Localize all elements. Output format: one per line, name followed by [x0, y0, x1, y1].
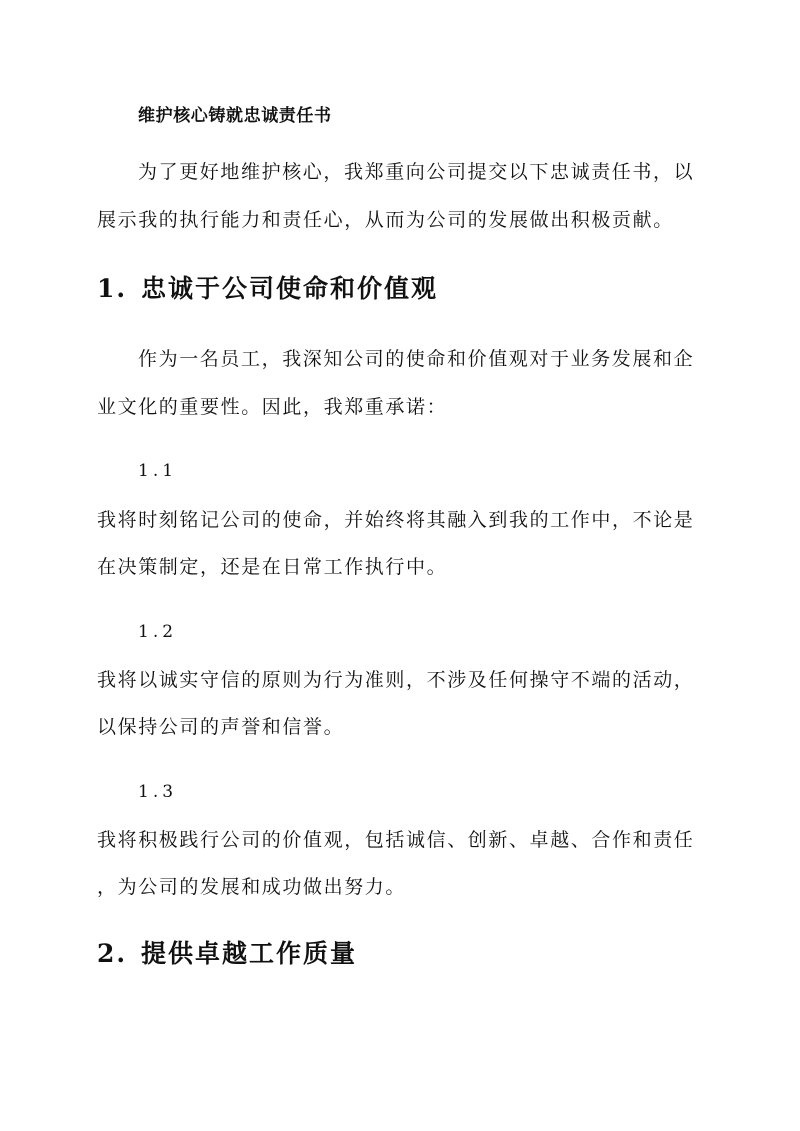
section-1-number: 1.: [97, 274, 128, 303]
section-1-para-line-1: 作为一名员工，我深知公司的使命和价值观对于业务发展和企: [138, 348, 695, 370]
item-1-3-label: 1.3: [138, 782, 178, 802]
item-1-3-line-1: 我将积极践行公司的价值观，包括诚信、创新、卓越、合作和责任: [97, 829, 695, 851]
item-1-2-line-1: 我将以诚实守信的原则为行为准则，不涉及任何操守不端的活动，: [97, 669, 695, 691]
item-1-1-line-2: 在决策制定，还是在日常工作执行中。: [97, 556, 448, 578]
item-1-1-line-1: 我将时刻铭记公司的使命，并始终将其融入到我的工作中，不论是: [97, 509, 695, 531]
section-1-title: 忠诚于公司使命和价值观: [141, 274, 439, 303]
item-1-3-line-2: ，为公司的发展和成功做出努力。: [97, 876, 407, 898]
item-1-2-line-2: 以保持公司的声誉和信誉。: [97, 716, 345, 738]
section-2-title: 提供卓越工作质量: [141, 939, 358, 968]
section-1-heading: [97, 276, 438, 301]
item-1-1-label: 1.1: [138, 461, 178, 481]
document-title: 维护核心铸就忠诚责任书: [138, 106, 332, 126]
intro-line-1: 为了更好地维护核心，我郑重向公司提交以下忠诚责任书，以: [138, 161, 695, 183]
intro-line-2: 展示我的执行能力和责任心，从而为公司的发展做出积极贡献。: [97, 209, 674, 231]
section-1-para-line-2: 业文化的重要性。因此，我郑重承诺：: [97, 396, 448, 418]
section-2-heading: [97, 941, 357, 966]
item-1-2-label: 1.2: [138, 622, 178, 642]
section-2-number: 2.: [97, 939, 128, 968]
